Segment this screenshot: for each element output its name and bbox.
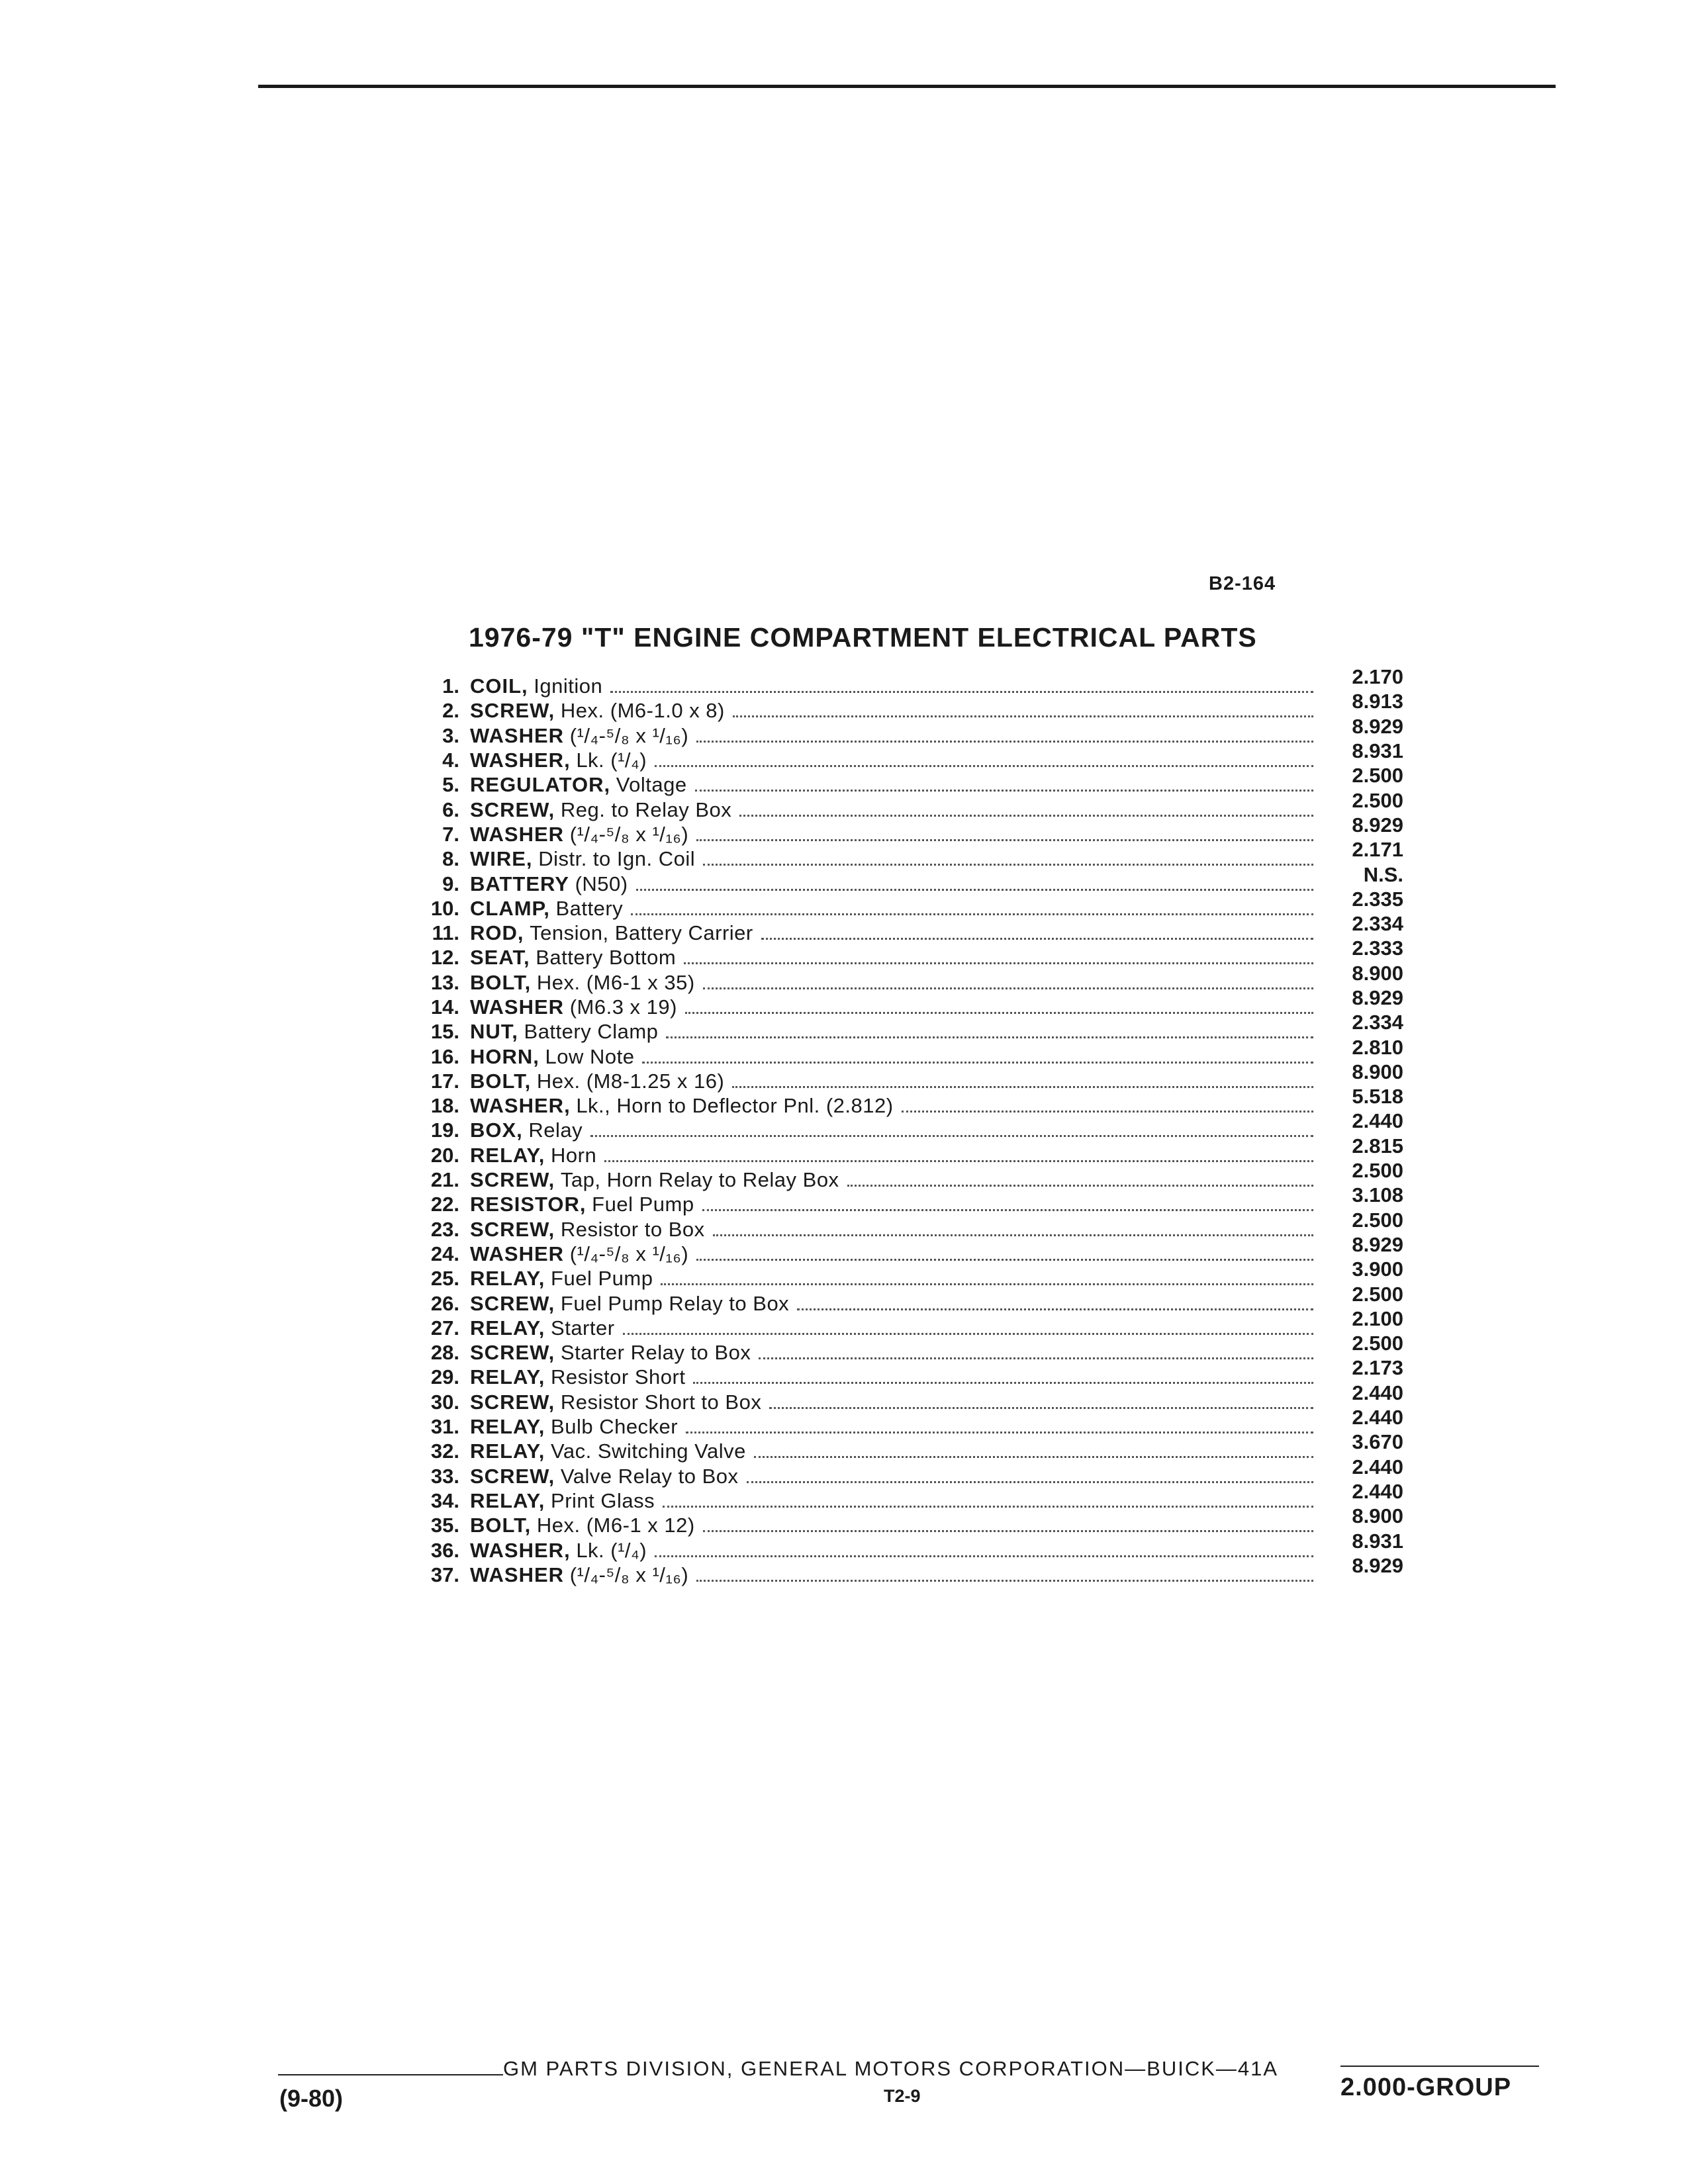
part-row (410, 1430, 1403, 1463)
part-name: RELAY, (470, 1143, 545, 1167)
group-number: 2.815 (1352, 1134, 1403, 1158)
dot-leader (684, 961, 1313, 964)
dot-leader (655, 764, 1313, 767)
part-number: 35. (430, 1514, 459, 1537)
part-name: WASHER, (470, 749, 571, 772)
part-description (470, 1488, 655, 1513)
footer-publisher: GM PARTS DIVISION, GENERAL MOTORS CORPORATION—BUICK—41A (503, 2057, 1279, 2080)
part-number: 30. (430, 1390, 459, 1414)
group-number: 2.500 (1352, 1208, 1403, 1232)
part-name: COIL, (470, 674, 528, 698)
part-detail: Resistor Short to Box (560, 1390, 762, 1414)
footer-group: 2.000-GROUP (1340, 2073, 1512, 2101)
dot-leader (610, 690, 1313, 693)
part-row (410, 1109, 1403, 1142)
part-description (470, 1390, 761, 1414)
part-description (470, 1513, 695, 1537)
part-description (470, 846, 695, 871)
dot-leader (696, 1257, 1313, 1261)
part-detail: Hex. (M6-1 x 35) (536, 970, 695, 994)
footer-rule-left (278, 2074, 503, 2075)
footer-date: (9-80) (279, 2085, 344, 2112)
part-detail: Vac. Switching Valve (551, 1439, 746, 1463)
part-row (410, 1479, 1403, 1513)
part-number: 5. (442, 773, 459, 797)
dot-leader (703, 1529, 1313, 1532)
part-detail: Hex. (M6-1 x 12) (536, 1514, 695, 1537)
dot-leader (696, 1578, 1313, 1582)
part-description (470, 945, 676, 970)
group-number: 2.171 (1352, 838, 1403, 862)
part-name: SCREW, (470, 1217, 555, 1241)
group-number: 2.173 (1352, 1356, 1403, 1380)
part-number: 25. (430, 1267, 459, 1291)
part-row (410, 1232, 1403, 1266)
group-number: 2.500 (1352, 1282, 1403, 1306)
part-description (470, 1291, 789, 1316)
part-number: 12. (430, 946, 459, 970)
part-description (470, 748, 647, 772)
part-row (410, 1282, 1403, 1315)
part-detail: (¹/₄-⁵/₈ x ¹/₁₆) (569, 723, 689, 747)
dot-leader (642, 1060, 1313, 1064)
group-number: 2.170 (1352, 665, 1403, 689)
part-number: 18. (430, 1094, 459, 1118)
part-number: 3. (442, 723, 459, 747)
part-row (410, 1553, 1403, 1587)
part-detail: Resistor Short (551, 1365, 686, 1389)
dot-leader (623, 1332, 1313, 1335)
part-name: WASHER (470, 995, 565, 1019)
part-row (410, 1529, 1403, 1562)
part-name: RELAY, (470, 1267, 545, 1291)
part-detail: Starter (551, 1316, 615, 1340)
part-name: WASHER (470, 1563, 565, 1586)
illustration-ref-code: B2-164 (1209, 573, 1276, 594)
part-description (470, 1266, 653, 1291)
part-detail: Fuel Pump (551, 1267, 653, 1291)
part-row (410, 1183, 1403, 1216)
group-number: 8.929 (1352, 714, 1403, 738)
part-name: RELAY, (470, 1316, 545, 1340)
part-description (470, 1069, 724, 1093)
group-number: 8.913 (1352, 690, 1403, 713)
group-number: 2.440 (1352, 1455, 1403, 1479)
group-number: 8.929 (1352, 1232, 1403, 1256)
part-name: BOLT, (470, 1069, 532, 1093)
group-number: 8.900 (1352, 1504, 1403, 1528)
group-number: 3.108 (1352, 1183, 1403, 1207)
dot-leader (693, 1381, 1313, 1384)
part-number: 11. (432, 921, 459, 945)
dot-leader (702, 1208, 1313, 1211)
dot-leader (703, 862, 1313, 866)
part-name: SCREW, (470, 699, 555, 723)
part-description (470, 1192, 694, 1216)
part-row (410, 1455, 1403, 1488)
part-description (470, 1414, 678, 1439)
part-row (410, 1060, 1403, 1093)
parts-list (410, 665, 1403, 1587)
part-detail: (¹/₄-⁵/₈ x ¹/₁₆) (569, 1242, 689, 1265)
part-row (410, 665, 1403, 698)
dot-leader (590, 1134, 1313, 1137)
part-name: SCREW, (470, 1291, 555, 1315)
part-name: BOX, (470, 1118, 523, 1142)
group-number: 5.518 (1352, 1085, 1403, 1109)
part-row (410, 912, 1403, 945)
part-name: WASHER (470, 822, 565, 846)
part-number: 21. (430, 1168, 459, 1192)
group-number: 2.333 (1352, 936, 1403, 960)
part-number: 13. (430, 970, 459, 994)
part-description (470, 1316, 615, 1340)
part-number: 32. (430, 1439, 459, 1463)
part-detail: (M6.3 x 19) (569, 995, 677, 1019)
part-detail: Lk., Horn to Deflector Pnl. (2.812) (576, 1094, 894, 1118)
group-number: 2.100 (1352, 1306, 1403, 1330)
part-description (470, 1093, 894, 1118)
part-description (470, 921, 753, 945)
part-row (410, 986, 1403, 1019)
part-description (470, 698, 725, 723)
part-number: 22. (430, 1193, 459, 1216)
part-name: WIRE, (470, 847, 533, 871)
part-name: HORN, (470, 1044, 539, 1068)
group-number: 3.900 (1352, 1257, 1403, 1281)
part-detail: Starter Relay to Box (560, 1341, 751, 1365)
part-name: RESISTOR, (470, 1193, 586, 1216)
part-row (410, 1159, 1403, 1192)
part-row (410, 1134, 1403, 1167)
part-number: 9. (442, 872, 459, 895)
part-name: SCREW, (470, 1168, 555, 1192)
group-number: 2.500 (1352, 1332, 1403, 1355)
part-row (410, 764, 1403, 797)
part-number: 26. (430, 1291, 459, 1315)
part-number: 10. (430, 896, 459, 920)
dot-leader (703, 986, 1313, 989)
part-description (470, 1464, 739, 1488)
part-description (470, 896, 623, 921)
part-number: 4. (442, 749, 459, 772)
part-description (470, 1044, 634, 1069)
dot-leader (902, 1109, 1313, 1113)
part-description (470, 1340, 751, 1365)
part-description (470, 1019, 658, 1044)
part-detail: Resistor to Box (560, 1217, 705, 1241)
part-detail: Fuel Pump Relay to Box (560, 1291, 790, 1315)
part-name: SCREW, (470, 1341, 555, 1365)
part-row (410, 1257, 1403, 1291)
part-row (410, 1085, 1403, 1118)
part-number: 29. (430, 1365, 459, 1389)
part-number: 7. (442, 822, 459, 846)
part-detail: (¹/₄-⁵/₈ x ¹/₁₆) (569, 1563, 689, 1586)
part-detail: Battery Clamp (524, 1020, 659, 1044)
dot-leader (713, 1233, 1313, 1236)
group-number: 3.670 (1352, 1430, 1403, 1454)
part-detail: Print Glass (551, 1488, 655, 1512)
part-number: 37. (430, 1563, 459, 1586)
part-number: 17. (430, 1069, 459, 1093)
part-name: NUT, (470, 1020, 518, 1044)
part-detail: (N50) (575, 872, 628, 895)
part-description (470, 723, 688, 748)
part-name: BATTERY (470, 872, 569, 895)
part-name: SEAT, (470, 946, 530, 970)
part-row (410, 1406, 1403, 1439)
part-description (470, 1242, 688, 1266)
dot-leader (685, 1011, 1313, 1014)
part-description (470, 674, 602, 698)
group-number: 2.334 (1352, 912, 1403, 936)
part-detail: (¹/₄-⁵/₈ x ¹/₁₆) (569, 822, 689, 846)
page-title: 1976-79 "T" ENGINE COMPARTMENT ELECTRICAL PARTS (469, 622, 1257, 653)
part-detail: Ignition (534, 674, 603, 698)
part-name: REGULATOR, (470, 773, 611, 797)
group-number: 2.334 (1352, 1011, 1403, 1034)
part-number: 36. (430, 1538, 459, 1562)
part-description (470, 995, 677, 1019)
dot-leader (695, 788, 1313, 792)
dot-leader (686, 1430, 1313, 1433)
part-detail: Relay (528, 1118, 583, 1142)
part-number: 14. (430, 995, 459, 1019)
part-name: SCREW, (470, 1464, 555, 1488)
part-row (410, 1381, 1403, 1414)
part-name: RELAY, (470, 1488, 545, 1512)
part-number: 34. (430, 1488, 459, 1512)
footer-rule-right (1340, 2066, 1539, 2067)
part-description (470, 970, 695, 995)
dot-leader (696, 739, 1313, 743)
dot-leader (636, 887, 1313, 891)
part-row (410, 1356, 1403, 1389)
part-description (470, 1217, 705, 1242)
dot-leader (754, 1455, 1313, 1458)
part-row (410, 813, 1403, 846)
part-name: ROD, (470, 921, 524, 945)
group-number: 8.931 (1352, 1529, 1403, 1553)
dot-leader (747, 1480, 1313, 1483)
part-row (410, 788, 1403, 821)
dot-leader (761, 936, 1313, 940)
group-number: 2.500 (1352, 764, 1403, 788)
part-detail: Fuel Pump (592, 1193, 694, 1216)
part-row (410, 936, 1403, 970)
group-number: 8.929 (1352, 986, 1403, 1009)
part-description (470, 797, 731, 822)
dot-leader (732, 1085, 1313, 1088)
group-number: 8.900 (1352, 961, 1403, 985)
dot-leader (655, 1554, 1313, 1557)
part-detail: Low Note (545, 1044, 635, 1068)
part-row (410, 1504, 1403, 1537)
part-description (470, 1365, 685, 1389)
part-description (470, 1167, 839, 1192)
part-detail: Distr. to Ign. Coil (538, 847, 696, 871)
dot-leader (631, 912, 1313, 915)
dot-leader (661, 1282, 1313, 1285)
part-detail: Lk. (¹/₄) (576, 1538, 647, 1562)
part-row (410, 961, 1403, 995)
group-number: 8.900 (1352, 1060, 1403, 1083)
group-number: 8.929 (1352, 1553, 1403, 1577)
part-row (410, 1208, 1403, 1242)
dot-leader (604, 1159, 1313, 1162)
part-name: WASHER (470, 723, 565, 747)
part-name: WASHER (470, 1242, 565, 1265)
part-detail: Reg. to Relay Box (560, 797, 732, 821)
part-row (410, 714, 1403, 748)
part-name: RELAY, (470, 1439, 545, 1463)
part-detail: Battery (555, 896, 624, 920)
part-number: 24. (430, 1242, 459, 1265)
part-detail: Tension, Battery Carrier (530, 921, 753, 945)
group-number: N.S. (1363, 862, 1403, 886)
dot-leader (663, 1504, 1313, 1508)
part-name: CLAMP, (470, 896, 550, 920)
dot-leader (696, 838, 1313, 841)
part-name: SCREW, (470, 797, 555, 821)
group-number: 8.931 (1352, 739, 1403, 763)
group-number: 2.440 (1352, 1479, 1403, 1503)
part-name: WASHER, (470, 1538, 571, 1562)
part-row (410, 690, 1403, 723)
part-row (410, 862, 1403, 895)
part-row (410, 838, 1403, 871)
part-number: 1. (442, 674, 459, 698)
part-description (470, 772, 687, 797)
part-description (470, 1143, 596, 1167)
part-number: 28. (430, 1341, 459, 1365)
group-number: 8.929 (1352, 813, 1403, 837)
part-name: RELAY, (470, 1415, 545, 1439)
top-rule (258, 85, 1556, 88)
part-detail: Horn (551, 1143, 597, 1167)
part-detail: Hex. (M6-1.0 x 8) (560, 699, 725, 723)
part-description (470, 872, 628, 896)
part-description (470, 1118, 583, 1142)
group-number: 2.440 (1352, 1406, 1403, 1430)
part-detail: Hex. (M8-1.25 x 16) (536, 1069, 725, 1093)
part-number: 27. (430, 1316, 459, 1340)
part-row (410, 1306, 1403, 1340)
part-name: BOLT, (470, 1514, 532, 1537)
group-number: 2.500 (1352, 1159, 1403, 1183)
part-number: 33. (430, 1464, 459, 1488)
part-name: SCREW, (470, 1390, 555, 1414)
dot-leader (847, 1183, 1313, 1187)
part-detail: Bulb Checker (551, 1415, 679, 1439)
dot-leader (759, 1356, 1313, 1359)
part-number: 16. (430, 1044, 459, 1068)
part-number: 31. (430, 1415, 459, 1439)
dot-leader (739, 813, 1313, 817)
part-number: 20. (430, 1143, 459, 1167)
part-row (410, 1011, 1403, 1044)
part-description (470, 1439, 746, 1463)
footer-page-number: T2-9 (884, 2086, 921, 2106)
group-number: 2.810 (1352, 1035, 1403, 1059)
part-name: BOLT, (470, 970, 532, 994)
part-number: 19. (430, 1118, 459, 1142)
part-detail: Voltage (616, 773, 687, 797)
part-number: 6. (442, 797, 459, 821)
part-detail: Battery Bottom (536, 946, 677, 970)
dot-leader (769, 1406, 1313, 1409)
part-number: 23. (430, 1217, 459, 1241)
part-detail: Valve Relay to Box (560, 1464, 739, 1488)
group-number: 2.440 (1352, 1381, 1403, 1404)
part-description (470, 822, 688, 846)
group-number: 2.335 (1352, 887, 1403, 911)
part-row (410, 1332, 1403, 1365)
dot-leader (666, 1035, 1313, 1038)
part-name: WASHER, (470, 1094, 571, 1118)
part-row (410, 739, 1403, 772)
part-row (410, 887, 1403, 921)
dot-leader (733, 714, 1313, 717)
part-description (470, 1563, 688, 1587)
part-name: RELAY, (470, 1365, 545, 1389)
part-description (470, 1538, 647, 1563)
group-number: 2.440 (1352, 1109, 1403, 1133)
part-number: 15. (430, 1020, 459, 1044)
part-number: 8. (442, 847, 459, 871)
part-detail: Lk. (¹/₄) (576, 749, 647, 772)
part-row (410, 1035, 1403, 1068)
dot-leader (797, 1307, 1313, 1310)
part-number: 2. (442, 699, 459, 723)
part-detail: Tap, Horn Relay to Relay Box (560, 1168, 839, 1192)
group-number: 2.500 (1352, 788, 1403, 812)
